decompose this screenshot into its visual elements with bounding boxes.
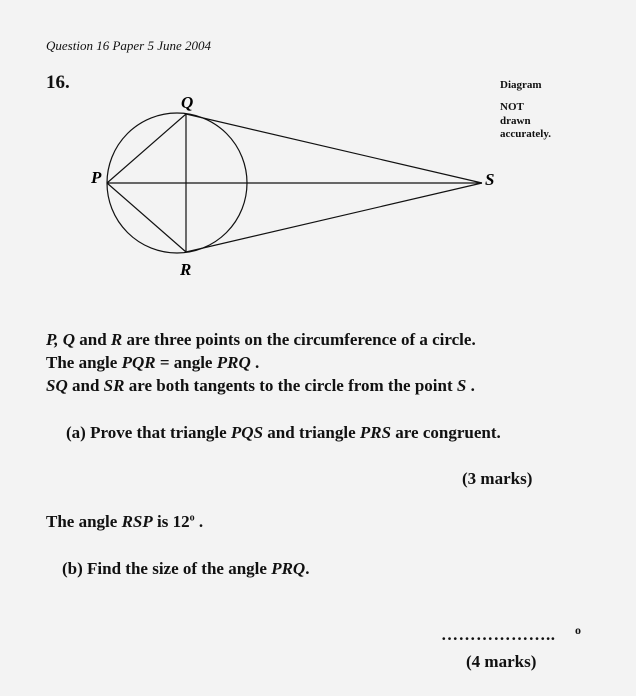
- angle-rsp: RSP: [121, 512, 153, 531]
- text-end: .: [250, 353, 260, 372]
- statement-line-2: [46, 353, 259, 373]
- given-end: .: [194, 512, 204, 531]
- given-start: The angle: [46, 512, 122, 531]
- chord-pr: [107, 183, 186, 252]
- text-mid: are both tangents to the circle from the point: [124, 376, 457, 395]
- text-angle: The angle: [46, 353, 122, 372]
- part-b-marks: (4 marks): [466, 652, 537, 671]
- label-s: S: [485, 170, 495, 189]
- angle-prq: PRQ: [216, 353, 251, 372]
- tangent-sq-label: SQ: [46, 376, 68, 395]
- triangle-pqs: PQS: [230, 423, 264, 442]
- part-a-prefix: (a) Prove that triangle: [66, 423, 231, 442]
- part-a-mid: and triangle: [263, 423, 360, 442]
- diagram-note-line-1: Diagram: [500, 79, 542, 91]
- diagram-note-line-2: NOT: [500, 101, 524, 113]
- text-end: .: [466, 376, 475, 395]
- statement-line-3: [46, 376, 475, 396]
- part-b-question: [62, 559, 309, 579]
- tangent-sr: [186, 183, 482, 252]
- part-a-question: [66, 423, 501, 443]
- angle-pqr: PQR: [121, 353, 156, 372]
- tangent-sr-label: SR: [103, 376, 125, 395]
- chord-pq: [107, 114, 186, 183]
- degree-symbol: o: [189, 512, 195, 524]
- given-angle-statement: [46, 512, 203, 532]
- answer-line[interactable]: ………………..: [441, 625, 556, 644]
- answer-degree-symbol: o: [575, 623, 581, 637]
- question-number: 16.: [46, 72, 70, 93]
- point-r: R: [110, 330, 123, 349]
- angle-prq-target: PRQ: [271, 559, 306, 578]
- part-b-prefix: (b) Find the size of the angle: [62, 559, 272, 578]
- label-r: R: [180, 260, 192, 279]
- part-a-marks: (3 marks): [462, 469, 533, 488]
- question-source-header: Question 16 Paper 5 June 2004: [46, 38, 212, 53]
- part-a-end: are congruent.: [391, 423, 501, 442]
- text-rest: are three points on the circumference of a circle.: [122, 330, 476, 349]
- label-q: Q: [181, 93, 194, 112]
- text-equals: = angle: [155, 353, 217, 372]
- point-s: S: [456, 376, 467, 395]
- tangent-sq: [186, 114, 482, 183]
- statement-line-1: [46, 330, 476, 350]
- given-mid: is 12: [152, 512, 190, 531]
- diagram-note-line-4: accurately.: [500, 128, 552, 140]
- triangle-prs: PRS: [359, 423, 392, 442]
- part-b-end: .: [305, 559, 310, 578]
- label-p: P: [91, 168, 102, 187]
- diagram-note-line-3: drawn: [500, 115, 531, 127]
- points-pq: P, Q: [46, 330, 75, 349]
- text-and: and: [74, 330, 111, 349]
- text-and: and: [67, 376, 104, 395]
